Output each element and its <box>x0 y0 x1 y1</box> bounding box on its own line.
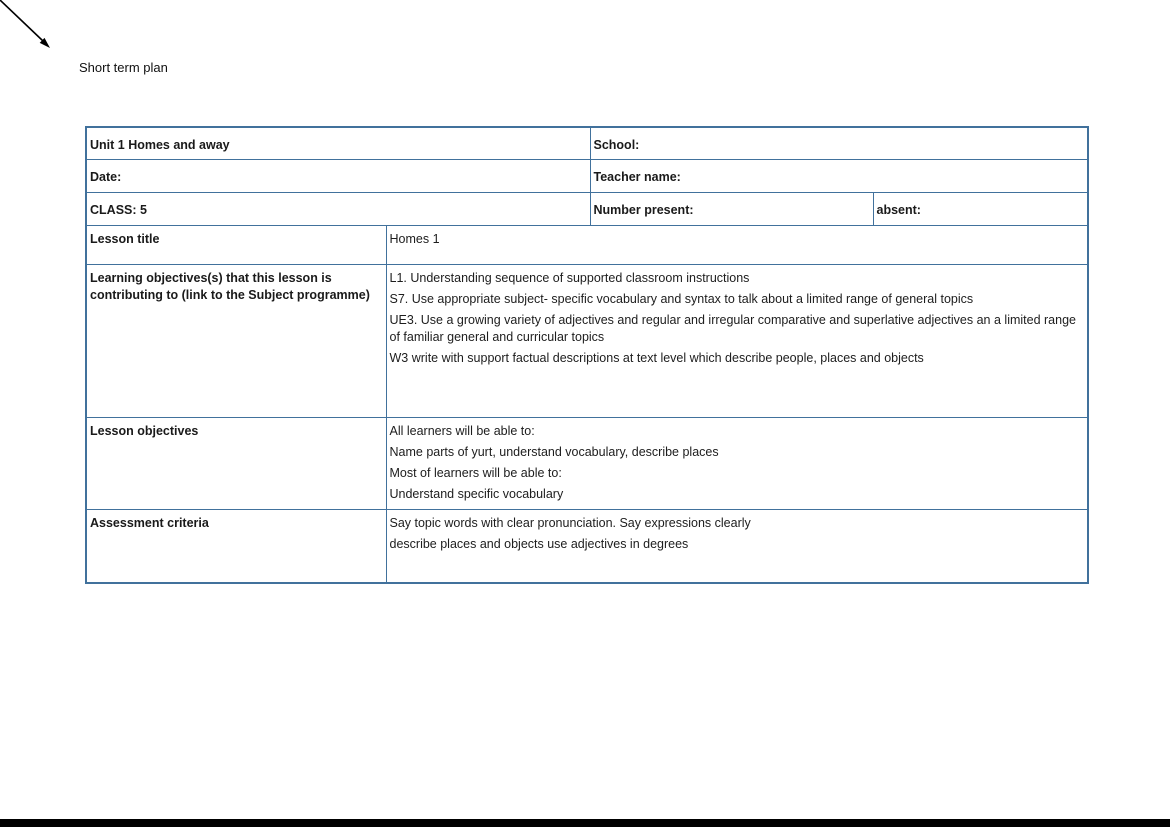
table-row-unit-school <box>86 127 1088 159</box>
objective-line: S7. Use appropriate subject- specific vocabulary and syntax to talk about a limited range of general topics <box>389 291 974 306</box>
page-title: Short term plan <box>79 60 168 75</box>
assessment-line: describe places and objects use adjectives in degrees <box>389 536 689 551</box>
lesson-title-value: Homes 1 <box>386 225 1088 264</box>
table-row-learning-objectives <box>86 264 1088 417</box>
objective-line: W3 write with support factual descriptions at text level which describe people, places and objects <box>389 350 924 365</box>
objective-line: UE3. Use a growing variety of adjectives and regular and irregular comparative and superlative adjectives an a limited range of familiar general and curricular topics <box>389 312 1076 344</box>
lesson-plan-table <box>85 126 1089 584</box>
table-row-class-attendance <box>86 192 1088 225</box>
lesson-objective-line: All learners will be able to: <box>389 423 535 438</box>
lesson-title-label: Lesson title <box>86 225 386 264</box>
assessment-criteria-value <box>386 509 1088 583</box>
table-row-lesson-title <box>86 225 1088 264</box>
school-cell: School: <box>590 127 1088 159</box>
unit-cell: Unit 1 Homes and away <box>86 127 590 159</box>
class-cell: CLASS: 5 <box>86 192 590 225</box>
table-row-assessment-criteria <box>86 509 1088 583</box>
table-row-date-teacher <box>86 159 1088 192</box>
date-cell: Date: <box>86 159 590 192</box>
learning-objectives-value <box>386 264 1088 417</box>
lesson-objective-line: Name parts of yurt, understand vocabulary, describe places <box>389 444 719 459</box>
learning-objectives-label: Learning objectives(s) that this lesson is contributing to (link to the Subject programme) <box>86 264 386 417</box>
assessment-criteria-label: Assessment criteria <box>86 509 386 583</box>
lesson-objectives-label: Lesson objectives <box>86 417 386 509</box>
teacher-name-cell: Teacher name: <box>590 159 1088 192</box>
assessment-line: Say topic words with clear pronunciation. Say expressions clearly <box>389 515 751 530</box>
number-present-cell: Number present: <box>590 192 873 225</box>
absent-cell: absent: <box>873 192 1088 225</box>
lesson-objective-line: Most of learners will be able to: <box>389 465 562 480</box>
lesson-objectives-value <box>386 417 1088 509</box>
arrow-icon <box>0 0 60 58</box>
objective-line: L1. Understanding sequence of supported classroom instructions <box>389 270 750 285</box>
arrow-annotation <box>0 0 60 63</box>
lesson-objective-line: Understand specific vocabulary <box>389 486 564 501</box>
bottom-edge-bar <box>0 819 1170 827</box>
table-row-lesson-objectives <box>86 417 1088 509</box>
